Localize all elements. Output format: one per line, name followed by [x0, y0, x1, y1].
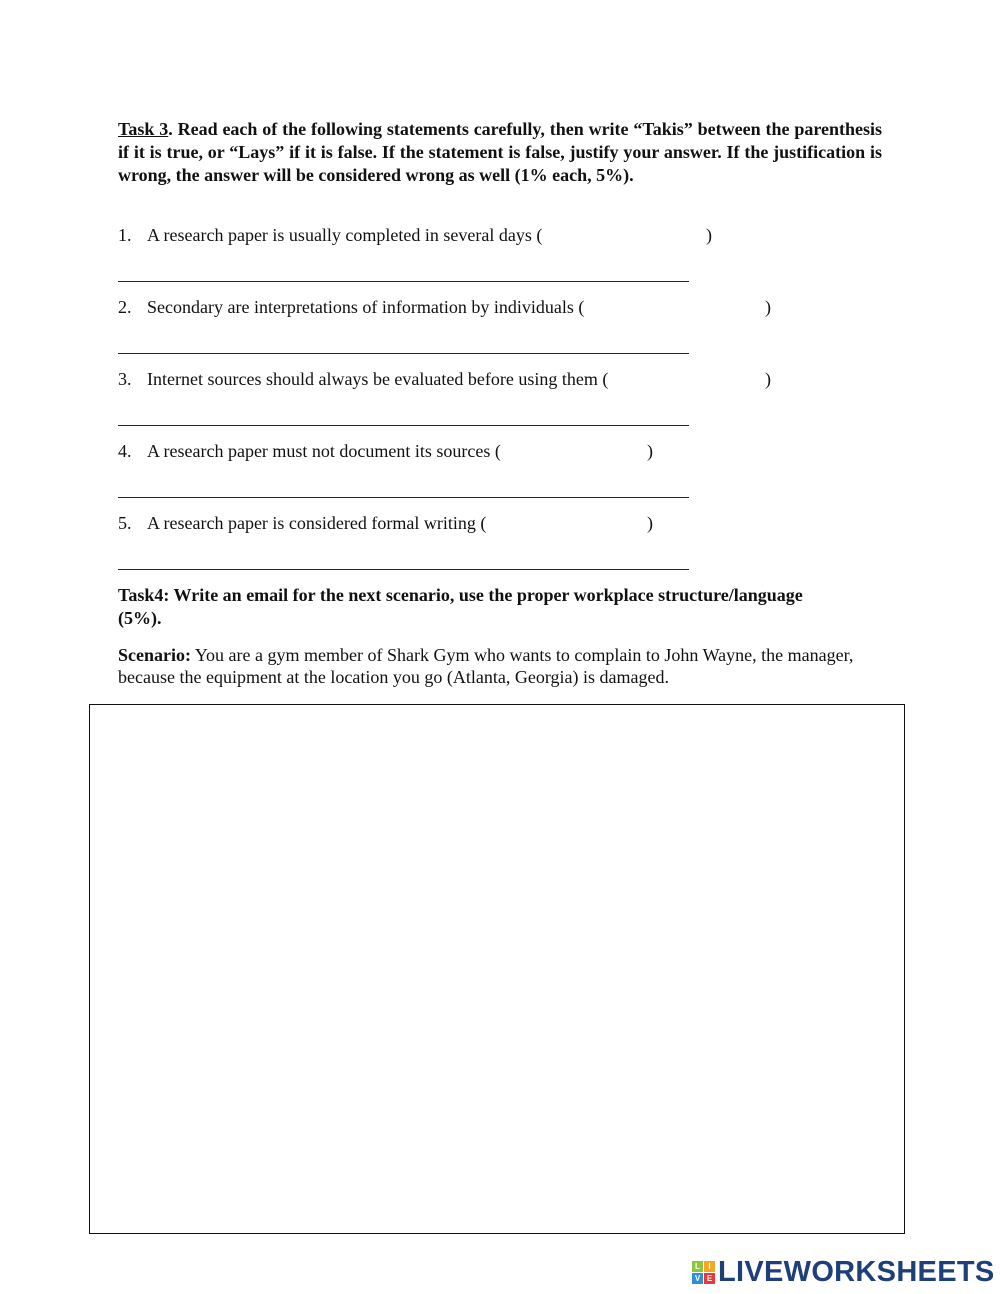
close-paren: ) — [765, 369, 771, 389]
answer-input-2[interactable] — [666, 295, 768, 319]
question-number: 5. — [118, 513, 132, 533]
scenario — [118, 644, 888, 688]
justification-input-4[interactable] — [118, 475, 689, 498]
justification-input-2[interactable] — [118, 331, 689, 354]
task4-title: Task4: Write an email for the next scenario, use the proper workplace structure/language (5%). — [118, 585, 803, 628]
question-5 — [118, 511, 653, 535]
question-text: A research paper is usually completed in several days ( — [147, 225, 543, 245]
logo-text: LIVEWORKSHEETS — [718, 1256, 995, 1288]
question-3 — [118, 367, 771, 391]
task3-instructions — [118, 118, 882, 187]
justification-input-3[interactable] — [118, 403, 689, 426]
question-text: A research paper is considered formal writing ( — [147, 513, 487, 533]
question-1 — [118, 223, 712, 247]
scenario-label: Scenario: — [118, 645, 191, 665]
question-number: 2. — [118, 297, 132, 317]
justification-input-5[interactable] — [118, 547, 689, 570]
question-2 — [118, 295, 771, 319]
live-tiles-icon: L I V E — [692, 1261, 715, 1284]
close-paren: ) — [765, 297, 771, 317]
question-number: 3. — [118, 369, 132, 389]
answer-input-1[interactable] — [610, 223, 709, 247]
close-paren: ) — [706, 225, 712, 245]
justification-input-1[interactable] — [118, 259, 689, 282]
scenario-text: You are a gym member of Shark Gym who wants to complain to John Wayne, the manager, because the equipment at the location you go (Atlanta, Georgia) is damaged. — [118, 645, 854, 687]
answer-input-4[interactable] — [568, 439, 650, 463]
question-number: 1. — [118, 225, 132, 245]
close-paren: ) — [647, 441, 653, 461]
close-paren: ) — [647, 513, 653, 533]
task3-label: Task 3 — [118, 119, 169, 139]
question-text: A research paper must not document its sources ( — [147, 441, 501, 461]
question-text: Secondary are interpretations of information by individuals ( — [147, 297, 585, 317]
email-answer-box[interactable] — [89, 704, 905, 1234]
question-text: Internet sources should always be evaluated before using them ( — [147, 369, 609, 389]
task3-text: . Read each of the following statements carefully, then write “Takis” between the parenthesis if it is true, or “Lays” if it is false. If the statement is false, justify your answer. If the justification is wrong, the answer will be considered wrong as well (1% each, 5%). — [118, 119, 882, 185]
liveworksheets-logo — [692, 1256, 995, 1289]
question-4 — [118, 439, 653, 463]
answer-input-3[interactable] — [690, 367, 768, 391]
answer-input-5[interactable] — [548, 511, 650, 535]
question-number: 4. — [118, 441, 132, 461]
